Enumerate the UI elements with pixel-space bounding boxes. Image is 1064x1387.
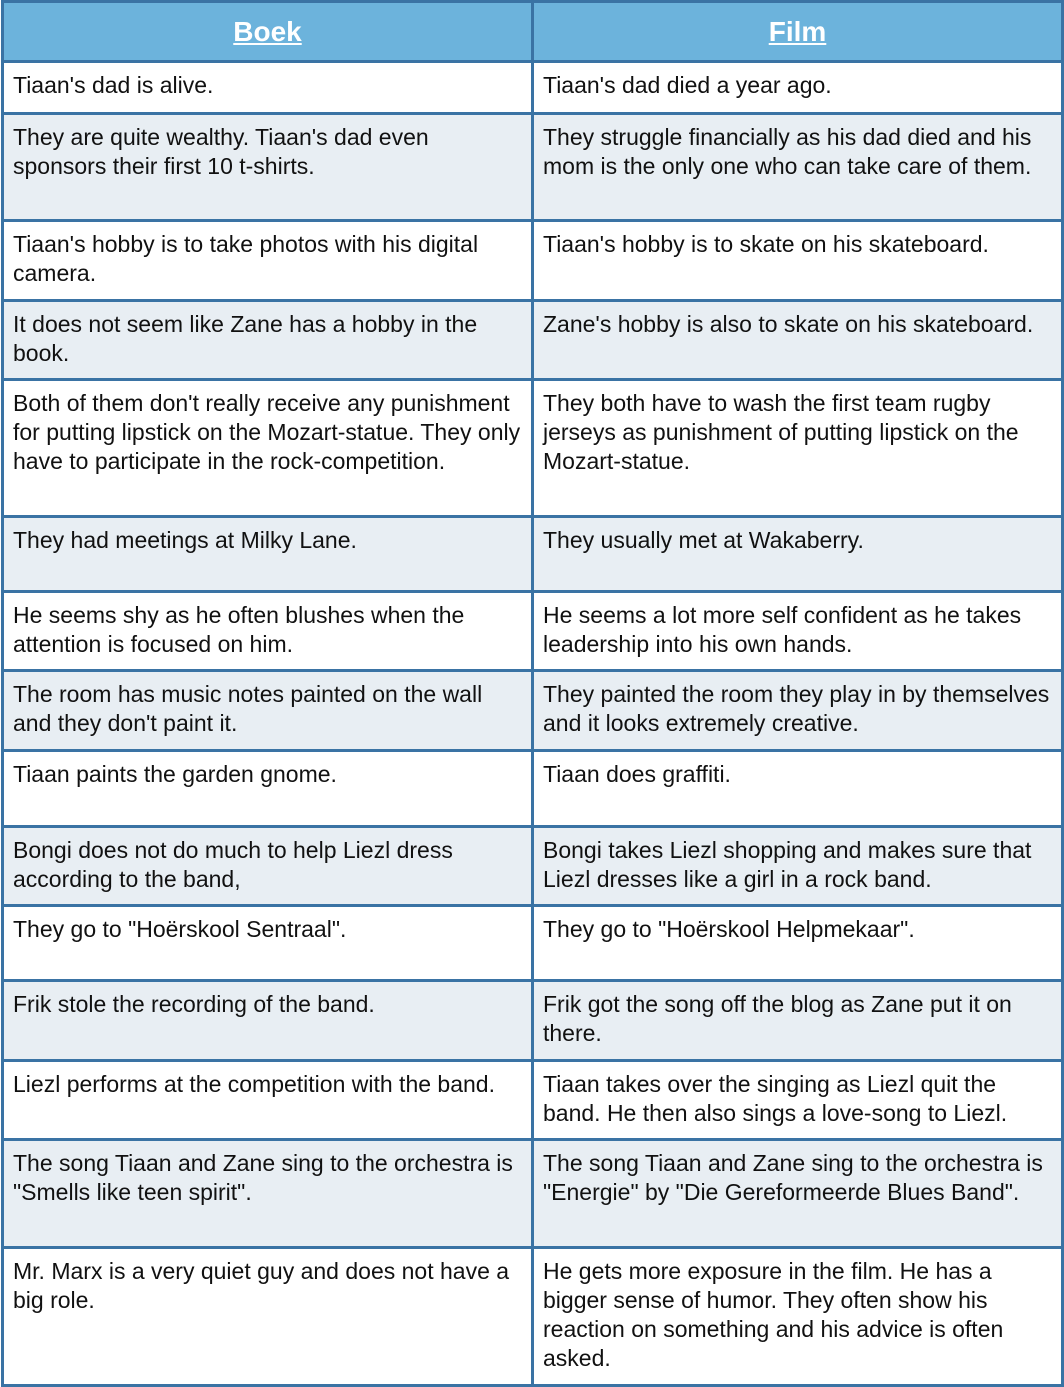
- film-cell: Bongi takes Liezl shopping and makes sure that Liezl dresses like a girl in a rock band.: [533, 827, 1063, 906]
- film-cell: He seems a lot more self confident as he takes leadership into his own hands.: [533, 592, 1063, 671]
- boek-cell: Both of them don't really receive any punishment for putting lipstick on the Mozart-statue. They only have to participate in the rock-competition.: [3, 380, 533, 517]
- boek-cell: It does not seem like Zane has a hobby in the book.: [3, 301, 533, 380]
- table-row: [3, 517, 1063, 592]
- table-row: [3, 1248, 1063, 1386]
- film-cell: He gets more exposure in the film. He has a bigger sense of humor. They often show his reaction on something and his advice is often asked.: [533, 1248, 1063, 1386]
- boek-cell: He seems shy as he often blushes when the attention is focused on him.: [3, 592, 533, 671]
- table-row: [3, 221, 1063, 301]
- table-row: [3, 592, 1063, 671]
- boek-cell: Tiaan's dad is alive.: [3, 62, 533, 114]
- boek-cell: Bongi does not do much to help Liezl dress according to the band,: [3, 827, 533, 906]
- film-cell: They painted the room they play in by themselves and it looks extremely creative.: [533, 671, 1063, 751]
- boek-cell: They had meetings at Milky Lane.: [3, 517, 533, 592]
- table-row: [3, 1140, 1063, 1248]
- film-cell: The song Tiaan and Zane sing to the orchestra is "Energie" by "Die Gereformeerde Blues Band".: [533, 1140, 1063, 1248]
- table-row: [3, 906, 1063, 981]
- boek-cell: Mr. Marx is a very quiet guy and does not have a big role.: [3, 1248, 533, 1386]
- film-cell: Zane's hobby is also to skate on his skateboard.: [533, 301, 1063, 380]
- boek-cell: They go to "Hoërskool Sentraal".: [3, 906, 533, 981]
- header-boek: Boek: [3, 2, 533, 62]
- boek-cell: Liezl performs at the competition with the band.: [3, 1061, 533, 1140]
- film-cell: They both have to wash the first team rugby jerseys as punishment of putting lipstick on the Mozart-statue.: [533, 380, 1063, 517]
- film-cell: They struggle financially as his dad died and his mom is the only one who can take care of them.: [533, 114, 1063, 221]
- film-cell: Tiaan takes over the singing as Liezl quit the band. He then also sings a love-song to Liezl.: [533, 1061, 1063, 1140]
- table-row: [3, 671, 1063, 751]
- film-cell: Tiaan does graffiti.: [533, 751, 1063, 827]
- table-row: [3, 62, 1063, 114]
- boek-cell: The room has music notes painted on the wall and they don't paint it.: [3, 671, 533, 751]
- boek-cell: The song Tiaan and Zane sing to the orchestra is "Smells like teen spirit".: [3, 1140, 533, 1248]
- film-cell: Frik got the song off the blog as Zane put it on there.: [533, 981, 1063, 1061]
- boek-cell: They are quite wealthy. Tiaan's dad even sponsors their first 10 t-shirts.: [3, 114, 533, 221]
- table-row: [3, 827, 1063, 906]
- table-row: [3, 751, 1063, 827]
- table-row: [3, 301, 1063, 380]
- film-cell: Tiaan's dad died a year ago.: [533, 62, 1063, 114]
- header-film: Film: [533, 2, 1063, 62]
- boek-cell: Frik stole the recording of the band.: [3, 981, 533, 1061]
- table-row: [3, 114, 1063, 221]
- film-cell: They usually met at Wakaberry.: [533, 517, 1063, 592]
- boek-cell: Tiaan's hobby is to take photos with his digital camera.: [3, 221, 533, 301]
- film-cell: They go to "Hoërskool Helpmekaar".: [533, 906, 1063, 981]
- comparison-table: [1, 0, 1064, 1387]
- film-cell: Tiaan's hobby is to skate on his skateboard.: [533, 221, 1063, 301]
- header-row: [3, 2, 1063, 62]
- table-row: [3, 981, 1063, 1061]
- table-row: [3, 380, 1063, 517]
- table-row: [3, 1061, 1063, 1140]
- boek-cell: Tiaan paints the garden gnome.: [3, 751, 533, 827]
